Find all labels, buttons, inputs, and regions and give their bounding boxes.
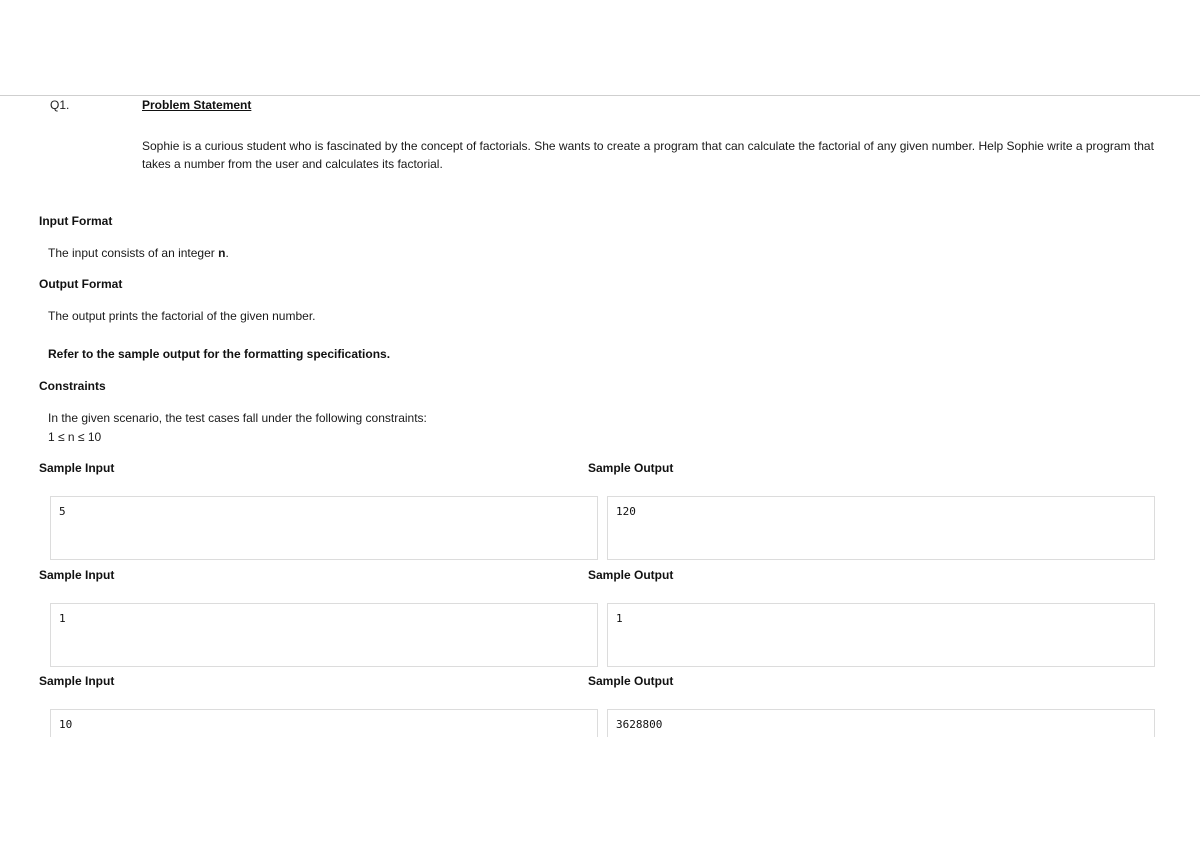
constraints-range: 1 ≤ n ≤ 10 [48,430,102,444]
sample-input-box [50,603,598,667]
input-format-text-prefix: The input consists of an integer [48,246,219,260]
problem-statement-title: Problem Statement [142,98,252,112]
sample-output-value: 3628800 [616,718,663,731]
problem-statement-text: Sophie is a curious student who is fascinated by the concept of factorials. She wants to create a program that can calculate the factorial of any given number. Help Sophie write a program that takes a number from the user and calculates its factorial. [142,139,1154,171]
constraints-heading: Constraints [39,379,106,393]
question-number: Q1. [50,98,70,112]
top-divider [0,95,1200,96]
input-format-heading: Input Format [39,214,113,228]
sample-output-label: Sample Output [588,568,674,582]
input-format-text [48,246,229,260]
sample-output-box [607,496,1155,560]
output-format-text: The output prints the factorial of the given number. [48,309,316,323]
sample-input-label: Sample Input [39,568,115,582]
constraints-intro: In the given scenario, the test cases fall under the following constraints: [48,411,427,425]
sample-input-value: 1 [59,612,66,625]
formatting-note: Refer to the sample output for the formatting specifications. [48,347,391,361]
sample-output-value: 120 [616,505,636,518]
sample-input-value: 5 [59,505,66,518]
sample-input-label: Sample Input [39,461,115,475]
output-format-heading: Output Format [39,277,123,291]
sample-input-box [50,496,598,560]
sample-output-box [607,709,1155,737]
sample-input-value: 10 [59,718,73,731]
sample-output-label: Sample Output [588,674,674,688]
sample-output-value: 1 [616,612,623,625]
input-format-variable: n [218,246,226,260]
input-format-text-suffix: . [225,246,229,260]
sample-output-box [607,603,1155,667]
sample-input-label: Sample Input [39,674,115,688]
sample-input-box [50,709,598,737]
sample-output-label: Sample Output [588,461,674,475]
